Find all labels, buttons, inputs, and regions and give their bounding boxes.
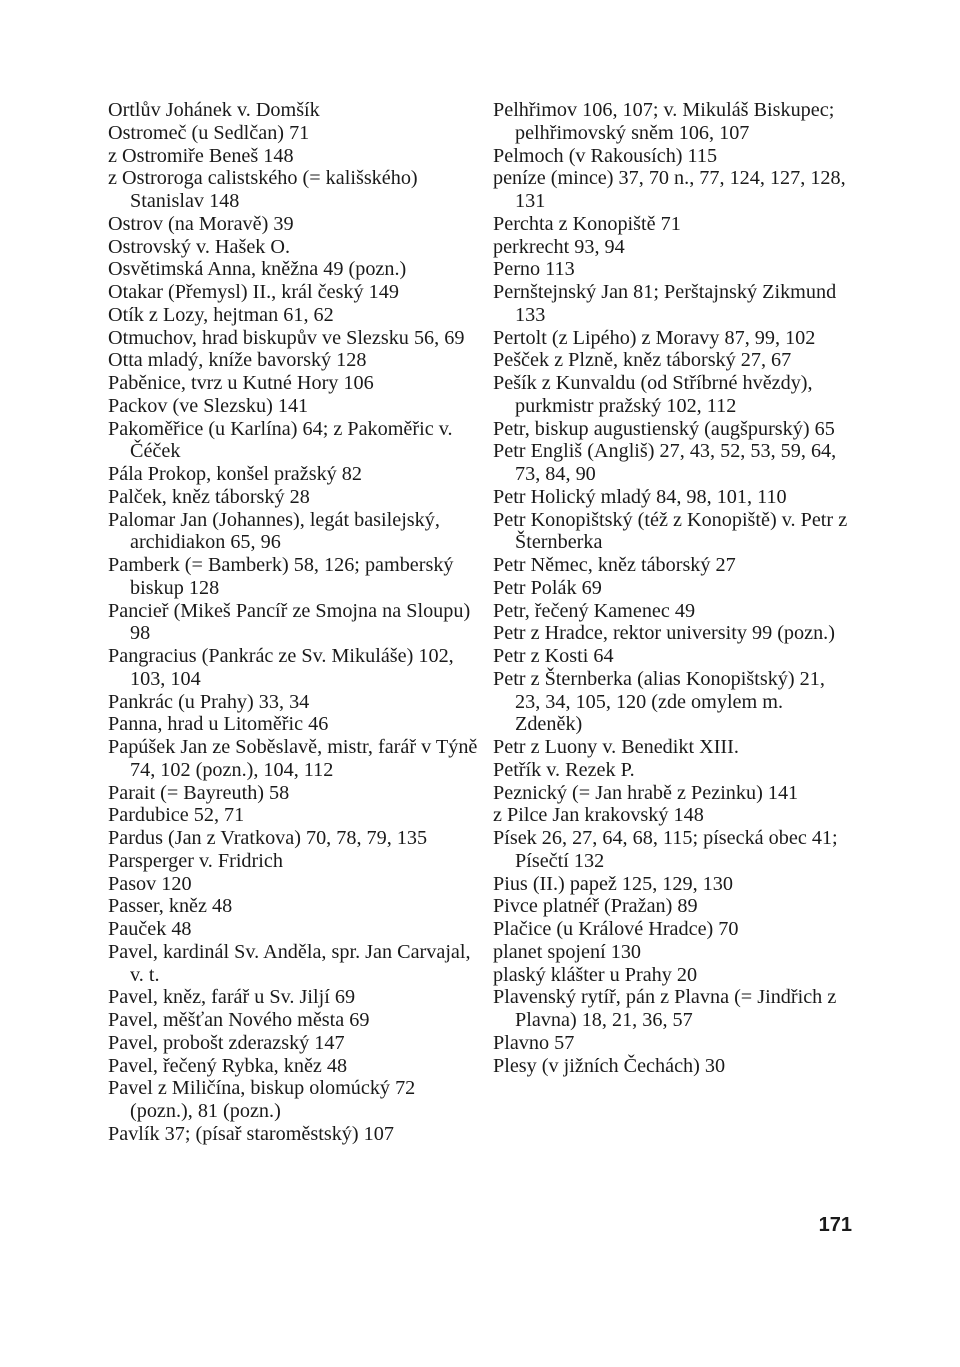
index-entry: planet spojení 130 xyxy=(493,940,642,963)
index-entry: Pertolt (z Lipého) z Moravy 87, 99, 102 xyxy=(493,326,816,349)
index-entry: Pardus (Jan z Vratkova) 70, 78, 79, 135 xyxy=(108,827,428,849)
index-entry: Palomar Jan (Johannes), legát basilejský, archidiakon 65, 96 xyxy=(108,508,440,554)
index-entry: z Ostroroga calistského (= kališského) Stanislav 148 xyxy=(108,167,418,212)
index-entry: Petr, biskup augustienský (augšpurský) 65 xyxy=(493,417,835,440)
index-entry: Pasov 120 xyxy=(108,872,192,895)
index-entry: Ortlův Johánek v. Domšík xyxy=(108,99,320,121)
index-entry: z Ostromiře Beneš 148 xyxy=(108,144,294,167)
index-entry: Petr Engliš (Angliš) 27, 43, 52, 53, 59, 64, 73, 84, 90 xyxy=(493,440,837,485)
index-entry: plaský klášter u Prahy 20 xyxy=(493,963,698,986)
index-entry: Paběnice, tvrz u Kutné Hory 106 xyxy=(108,372,374,394)
index-entry: Perchta z Konopiště 71 xyxy=(493,212,681,235)
index-entry: Plavenský rytíř, pán z Plavna (= Jindřich z Plavna) 18, 21, 36, 57 xyxy=(493,986,837,1031)
index-entry: Plesy (v jižních Čechách) 30 xyxy=(493,1054,726,1077)
page-number: 171 xyxy=(818,1214,852,1236)
index-entry: Pešček z Plzně, kněz táborský 27, 67 xyxy=(493,349,792,372)
index-entry: Passer, kněz 48 xyxy=(108,895,233,918)
index-entry: Petr Polák 69 xyxy=(493,576,602,599)
index-entry: Petr z Luony v. Benedikt XIII. xyxy=(493,736,739,758)
index-entry: Parsperger v. Fridrich xyxy=(108,849,283,872)
index-entry: Pernštejnský Jan 81; Perštajnský Zikmund 133 xyxy=(493,281,837,326)
index-entry: Ostromeč (u Sedlčan) 71 xyxy=(108,121,310,144)
index-entry: Parait (= Bayreuth) 58 xyxy=(108,781,290,804)
index-entry: Petr, řečený Kamenec 49 xyxy=(493,599,696,622)
index-entry: Pavel, kněz, farář u Sv. Jiljí 69 xyxy=(108,986,356,1009)
index-entry: Petr z Šternberka (alias Konopištský) 21, 23, 34, 105, 120 (zde omylem m. Zdeněk) xyxy=(493,667,825,736)
index-entry: Packov (ve Slezsku) 141 xyxy=(108,394,309,417)
index-entry: Perno 113 xyxy=(493,258,575,281)
index-entry: perkrecht 93, 94 xyxy=(493,235,625,258)
index-entry: Písek 26, 27, 64, 68, 115; písecká obec 41; Písečtí 132 xyxy=(493,827,838,872)
index-entry: Panna, hrad u Litoměřic 46 xyxy=(108,713,329,736)
index-entry: Otmuchov, hrad biskupův ve Slezsku 56, 69 xyxy=(108,326,465,349)
index-entry: Ostrov (na Moravě) 39 xyxy=(108,212,294,235)
index-entry: Pardubice 52, 71 xyxy=(108,804,245,827)
index-entry: Petr Němec, kněz táborský 27 xyxy=(493,554,736,576)
index-entry: z Pilce Jan krakovský 148 xyxy=(493,804,704,827)
index-entry: Pešík z Kunvaldu (od Stříbrné hvězdy), purkmistr pražský 102, 112 xyxy=(493,372,813,417)
index-entry: Osvětimská Anna, kněžna 49 (pozn.) xyxy=(108,258,407,281)
index-entry: Papúšek Jan ze Soběslavě, mistr, farář v Týně 74, 102 (pozn.), 104, 112 xyxy=(108,736,478,781)
index-entry: Pelmoch (v Rakousích) 115 xyxy=(493,144,718,167)
index-entry: Petr Konopištský (též z Konopiště) v. Petr z Šternberka xyxy=(493,508,848,554)
index-entry: Pavel, kardinál Sv. Anděla, spr. Jan Carvajal, v. t. xyxy=(108,940,471,986)
index-entry: Otík z Lozy, hejtman 61, 62 xyxy=(108,303,334,326)
index-entry: Pakoměřice (u Karlína) 64; z Pakoměřic v. Čéček xyxy=(108,417,453,463)
index-entry: Pankrác (u Prahy) 33, 34 xyxy=(108,690,310,713)
index-entry: Plačice (u Králové Hradce) 70 xyxy=(493,918,739,940)
index-entry: Plavno 57 xyxy=(493,1031,575,1054)
index-entry: Pavlík 37; (písař staroměstský) 107 xyxy=(108,1122,394,1145)
index-column-left xyxy=(108,99,478,1146)
index-entry: Petr z Kosti 64 xyxy=(493,645,614,667)
index-entry: Ostrovský v. Hašek O. xyxy=(108,235,291,258)
index-entry: Pauček 48 xyxy=(108,918,192,940)
index-entry: Peznický (= Jan hrabě z Pezinku) 141 xyxy=(493,781,799,804)
index-entry: Petřík v. Rezek P. xyxy=(493,758,635,781)
index-entry: peníze (mince) 37, 70 n., 77, 124, 127, 128, 131 xyxy=(493,167,846,212)
index-entry: Palček, kněz táborský 28 xyxy=(108,485,310,508)
index-column-right xyxy=(493,99,855,1077)
index-entry: Pelhřimov 106, 107; v. Mikuláš Biskupec; pelhřimovský sněm 106, 107 xyxy=(493,99,835,144)
index-entry: Otakar (Přemysl) II., král český 149 xyxy=(108,281,399,303)
index-entry: Pavel, měšťan Nového města 69 xyxy=(108,1009,370,1031)
index-entry: Pavel, probošt zderazský 147 xyxy=(108,1031,345,1054)
index-entry: Petr z Hradce, rektor university 99 (pozn.) xyxy=(493,622,835,645)
index-entry: Pavel z Miličína, biskup olomúcký 72 (pozn.), 81 (pozn.) xyxy=(108,1077,416,1122)
index-entry: Pancieř (Mikeš Pancíř ze Smojna na Sloupu) 98 xyxy=(108,599,471,645)
index-entry: Pius (II.) papež 125, 129, 130 xyxy=(493,872,733,895)
index-entry: Petr Holický mladý 84, 98, 101, 110 xyxy=(493,485,787,508)
index-entry: Otta mladý, kníže bavorský 128 xyxy=(108,349,367,372)
index-entry: Pála Prokop, konšel pražský 82 xyxy=(108,463,362,485)
index-entry: Pangracius (Pankrác ze Sv. Mikuláše) 102, 103, 104 xyxy=(108,645,454,690)
index-entry: Pavel, řečený Rybka, kněz 48 xyxy=(108,1054,348,1077)
index-entry: Pamberk (= Bamberk) 58, 126; pamberský biskup 128 xyxy=(108,554,454,599)
index-entry: Pivce platnéř (Pražan) 89 xyxy=(493,895,698,918)
